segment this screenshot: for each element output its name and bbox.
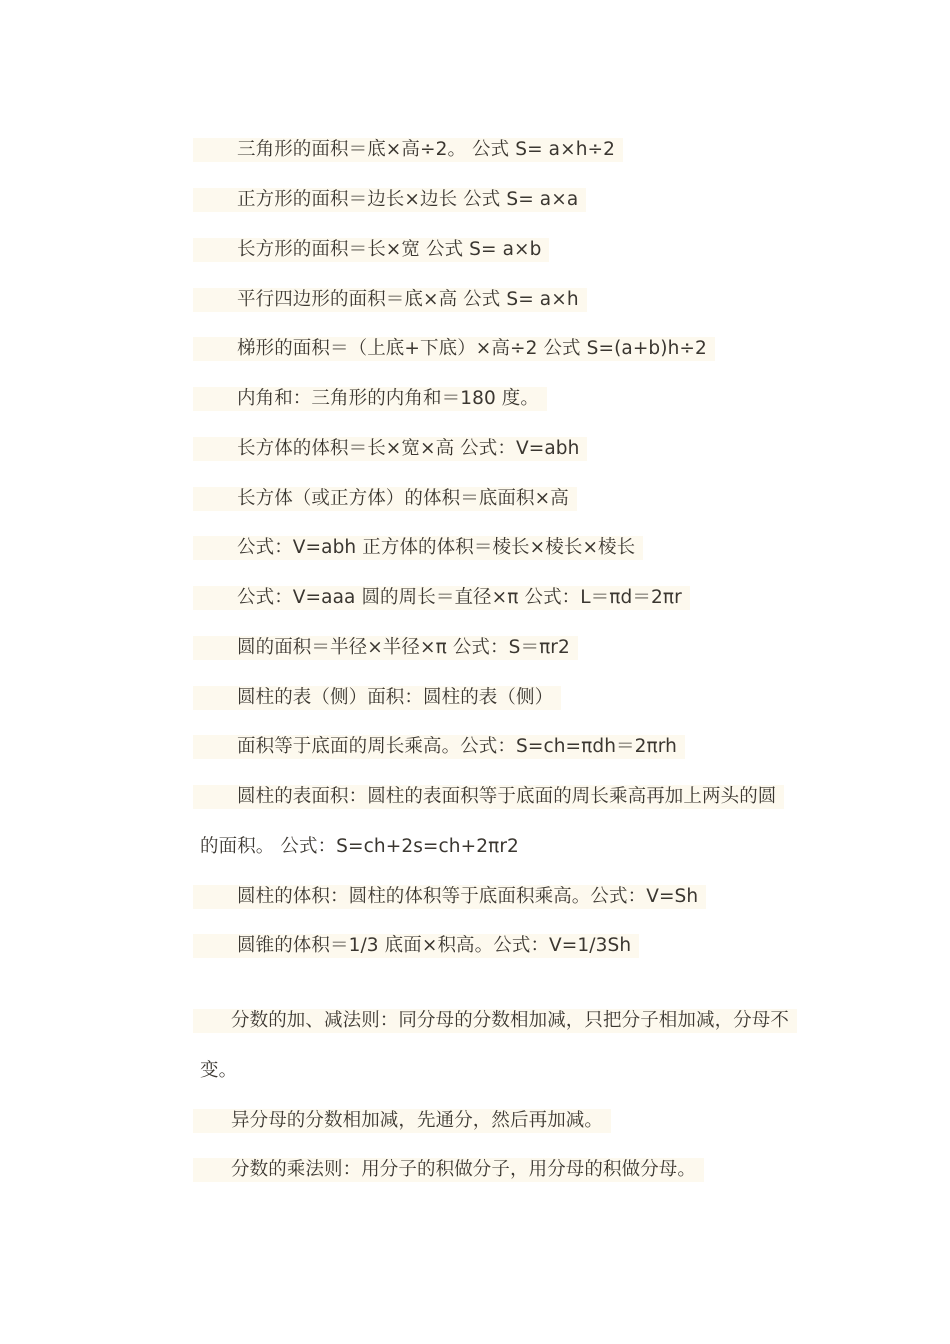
text-line [193, 586, 690, 610]
line-text: 异分母的分数相加减，先通分，然后再加减。 [193, 1109, 611, 1133]
text-line [193, 1059, 237, 1083]
line-text: 梯形的面积＝（上底+下底）×高÷2 公式 S=(a+b)h÷2 [193, 337, 715, 361]
line-text: 圆的面积＝半径×半径×π 公式：S＝πr2 [193, 636, 578, 660]
text-line [193, 835, 519, 859]
text-line [193, 536, 643, 560]
line-text: 平行四边形的面积＝底×高 公式 S= a×h [193, 288, 587, 312]
line-text: 面积等于底面的周长乘高。公式：S=ch=πdh＝2πrh [193, 735, 685, 759]
text-line [193, 238, 549, 262]
text-line [193, 636, 578, 660]
text-line [193, 437, 587, 461]
text-line [193, 885, 706, 909]
text-line [193, 735, 685, 759]
line-text: 长方形的面积＝长×宽 公式 S= a×b [193, 238, 549, 262]
text-line [193, 1158, 704, 1182]
text-line [193, 337, 715, 361]
line-text: 长方体的体积＝长×宽×高 公式：V=abh [193, 437, 587, 461]
line-text: 圆锥的体积＝1/3 底面×积高。公式：V=1/3Sh [193, 934, 639, 958]
line-text: 公式：V=abh 正方体的体积＝棱长×棱长×棱长 [193, 536, 643, 560]
text-line [193, 138, 623, 162]
text-line [193, 686, 561, 710]
text-line [193, 487, 577, 511]
text-line [193, 1109, 611, 1133]
line-text: 内角和：三角形的内角和＝180 度。 [193, 387, 547, 411]
line-text: 公式：V=aaa 圆的周长＝直径×π 公式：L＝πd＝2πr [193, 586, 690, 610]
line-text: 分数的加、减法则：同分母的分数相加减，只把分子相加减，分母不 [193, 1009, 797, 1033]
text-line [193, 934, 639, 958]
line-text: 圆柱的体积：圆柱的体积等于底面积乘高。公式：V=Sh [193, 885, 706, 909]
text-line [193, 188, 586, 212]
line-text: 圆柱的表面积：圆柱的表面积等于底面的周长乘高再加上两头的圆 [193, 785, 784, 809]
line-text: 的面积。 公式：S=ch+2s=ch+2πr2 [200, 836, 519, 857]
text-line [193, 288, 587, 312]
text-line [193, 1009, 797, 1033]
text-line [193, 785, 784, 809]
line-text: 正方形的面积＝边长×边长 公式 S= a×a [193, 188, 586, 212]
line-text: 分数的乘法则：用分子的积做分子，用分母的积做分母。 [193, 1158, 704, 1182]
line-text: 变。 [200, 1060, 238, 1081]
line-text: 圆柱的表（侧）面积：圆柱的表（侧） [193, 686, 561, 710]
line-text: 长方体（或正方体）的体积＝底面积×高 [193, 487, 577, 511]
text-line [193, 387, 547, 411]
line-text: 三角形的面积＝底×高÷2。 公式 S= a×h÷2 [193, 138, 623, 162]
